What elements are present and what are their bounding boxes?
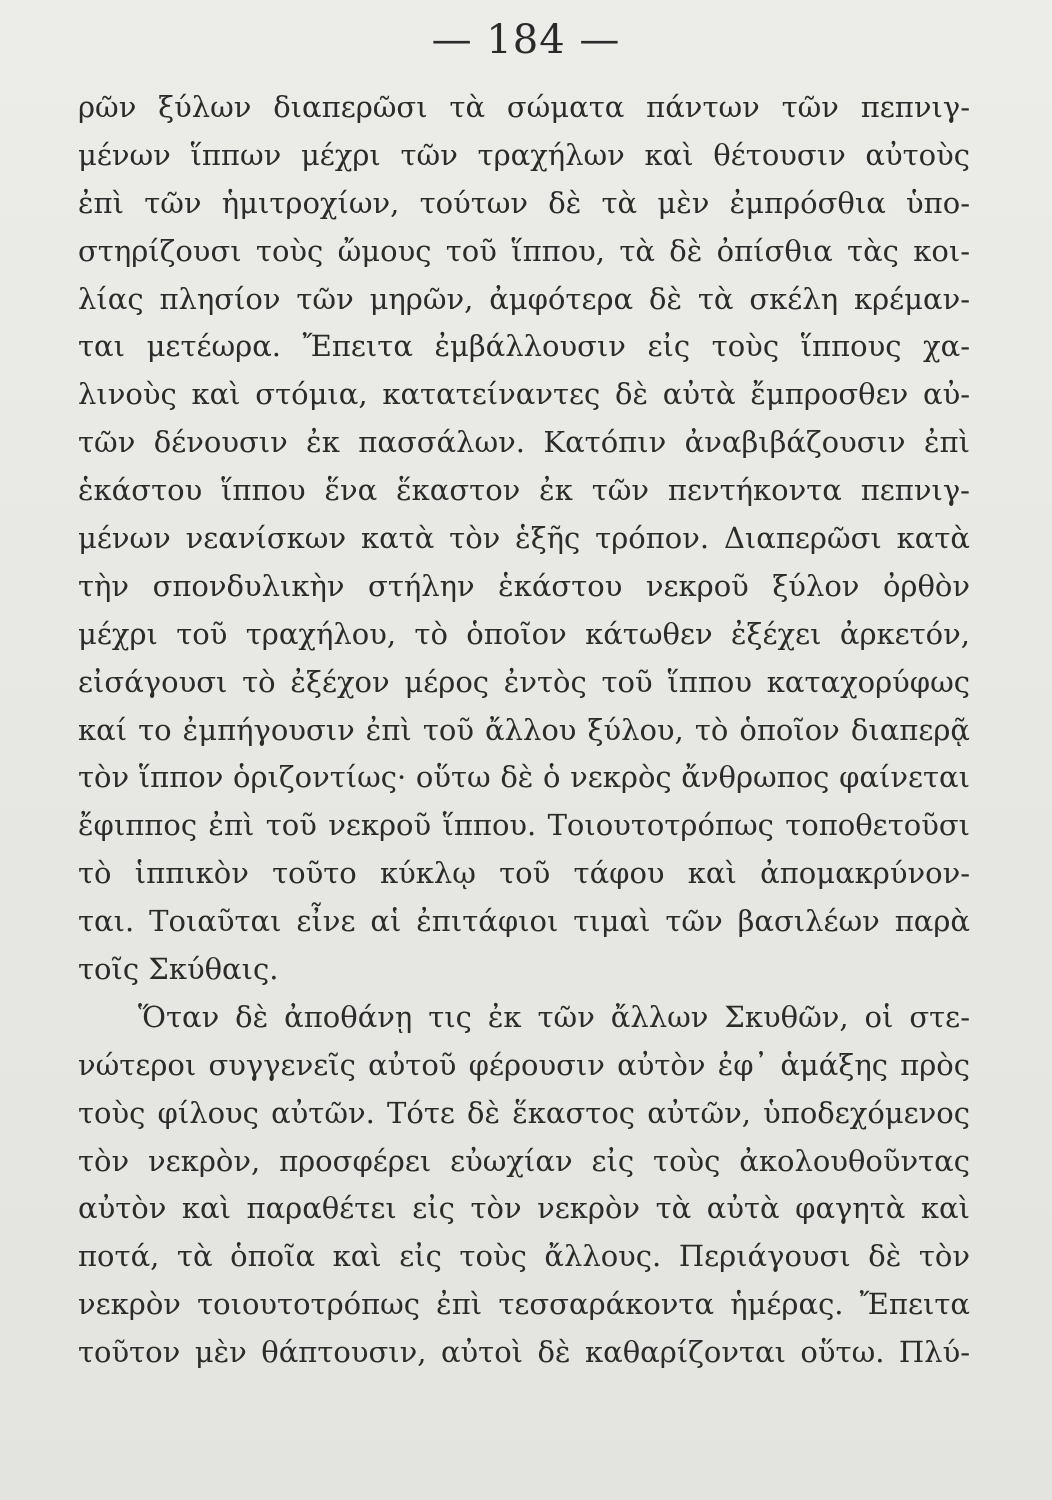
paragraph-start-line: Ὅταν δὲ ἀποθάνῃ τις ἐκ τῶν ἄλλων Σκυθῶν, οἱ στε-: [138, 999, 970, 1034]
text-line: λίας πλησίον τῶν μηρῶν, ἀμφότερα δὲ τὰ σκέλη κρέμαν-: [78, 281, 970, 316]
text-line: μένων νεανίσκων κατὰ τὸν ἑξῆς τρόπον. Διαπερῶσι κατὰ: [78, 521, 970, 556]
text-line: μένων ἵππων μέχρι τῶν τραχήλων καὶ θέτουσιν αὐτοὺς: [78, 137, 970, 172]
text-line: ἐπὶ τῶν ἡμιτροχίων, τούτων δὲ τὰ μὲν ἐμπρόσθια ὑπο-: [78, 185, 970, 220]
text-line: μέχρι τοῦ τραχήλου, τὸ ὁποῖον κάτωθεν ἐξέχει ἀρκετόν,: [78, 616, 970, 651]
page-number: — 184 —: [431, 17, 621, 63]
text-line: ρῶν ξύλων διαπερῶσι τὰ σώματα πάντων τῶν πεπνιγ-: [78, 90, 970, 124]
text-line: νεκρὸν τοιουτοτρόπως ἐπὶ τεσσαράκοντα ἡμέρας. Ἔπειτα: [78, 1287, 970, 1322]
text-line: καί το ἐμπήγουσιν ἐπὶ τοῦ ἄλλου ξύλου, τὸ ὁποῖον διαπερᾷ: [78, 712, 970, 747]
text-line: τὸν ἵππον ὁριζοντίως· οὕτω δὲ ὁ νεκρὸς ἄνθρωπος φαίνεται: [78, 760, 970, 795]
text-line: τῶν δένουσιν ἐκ πασσάλων. Κατόπιν ἀναβιβάζουσιν ἐπὶ: [78, 425, 970, 460]
text-line: λινοὺς καὶ στόμια, κατατείναντες δὲ αὐτὰ ἔμπροσθεν αὐ-: [78, 377, 970, 412]
paragraph-end-line: τοῖς Σκύθαις.: [78, 952, 279, 987]
text-line: στηρίζουσι τοὺς ὤμους τοῦ ἵππου, τὰ δὲ ὀπίσθια τὰς κοι-: [78, 233, 970, 268]
text-line: ται. Τοιαῦται εἶνε αἱ ἐπιτάφιοι τιμαὶ τῶν βασιλέων παρὰ: [78, 904, 970, 939]
text-line: ποτά, τὰ ὁποῖα καὶ εἰς τοὺς ἄλλους. Περιάγουσι δὲ τὸν: [78, 1239, 970, 1274]
text-line: τοὺς φίλους αὐτῶν. Τότε δὲ ἕκαστος αὐτῶν, ὑποδεχόμενος: [78, 1095, 970, 1130]
text-line: ἔφιππος ἐπὶ τοῦ νεκροῦ ἵππου. Τοιουτοτρόπως τοποθετοῦσι: [78, 808, 970, 843]
text-line: νώτεροι συγγενεῖς αὐτοῦ φέρουσιν αὐτὸν ἐφ᾽ ἁμάξης πρὸς: [78, 1047, 970, 1082]
text-line: ται μετέωρα. Ἔπειτα ἐμβάλλουσιν εἰς τοὺς ἵππους χα-: [78, 329, 970, 364]
text-line: τὸ ἱππικὸν τοῦτο κύκλῳ τοῦ τάφου καὶ ἀπομακρύνον-: [78, 856, 970, 891]
text-line: τὸν νεκρὸν, προσφέρει εὐωχίαν εἰς τοὺς ἀκολουθοῦντας: [78, 1143, 970, 1178]
text-line: εἰσάγουσι τὸ ἐξέχον μέρος ἐντὸς τοῦ ἵππου καταχορύφως: [78, 664, 970, 699]
text-line: τὴν σπονδυλικὴν στήλην ἑκάστου νεκροῦ ξύλον ὀρθὸν: [78, 568, 970, 603]
text-line: τοῦτον μὲν θάπτουσιν, αὐτοὶ δὲ καθαρίζονται οὕτω. Πλύ-: [78, 1335, 970, 1370]
text-line: αὐτὸν καὶ παραθέτει εἰς τὸν νεκρὸν τὰ αὐτὰ φαγητὰ καὶ: [78, 1191, 970, 1226]
body-text: [78, 84, 970, 1377]
text-line: ἑκάστου ἵππου ἕνα ἕκαστον ἐκ τῶν πεντήκοντα πεπνιγ-: [78, 473, 970, 508]
